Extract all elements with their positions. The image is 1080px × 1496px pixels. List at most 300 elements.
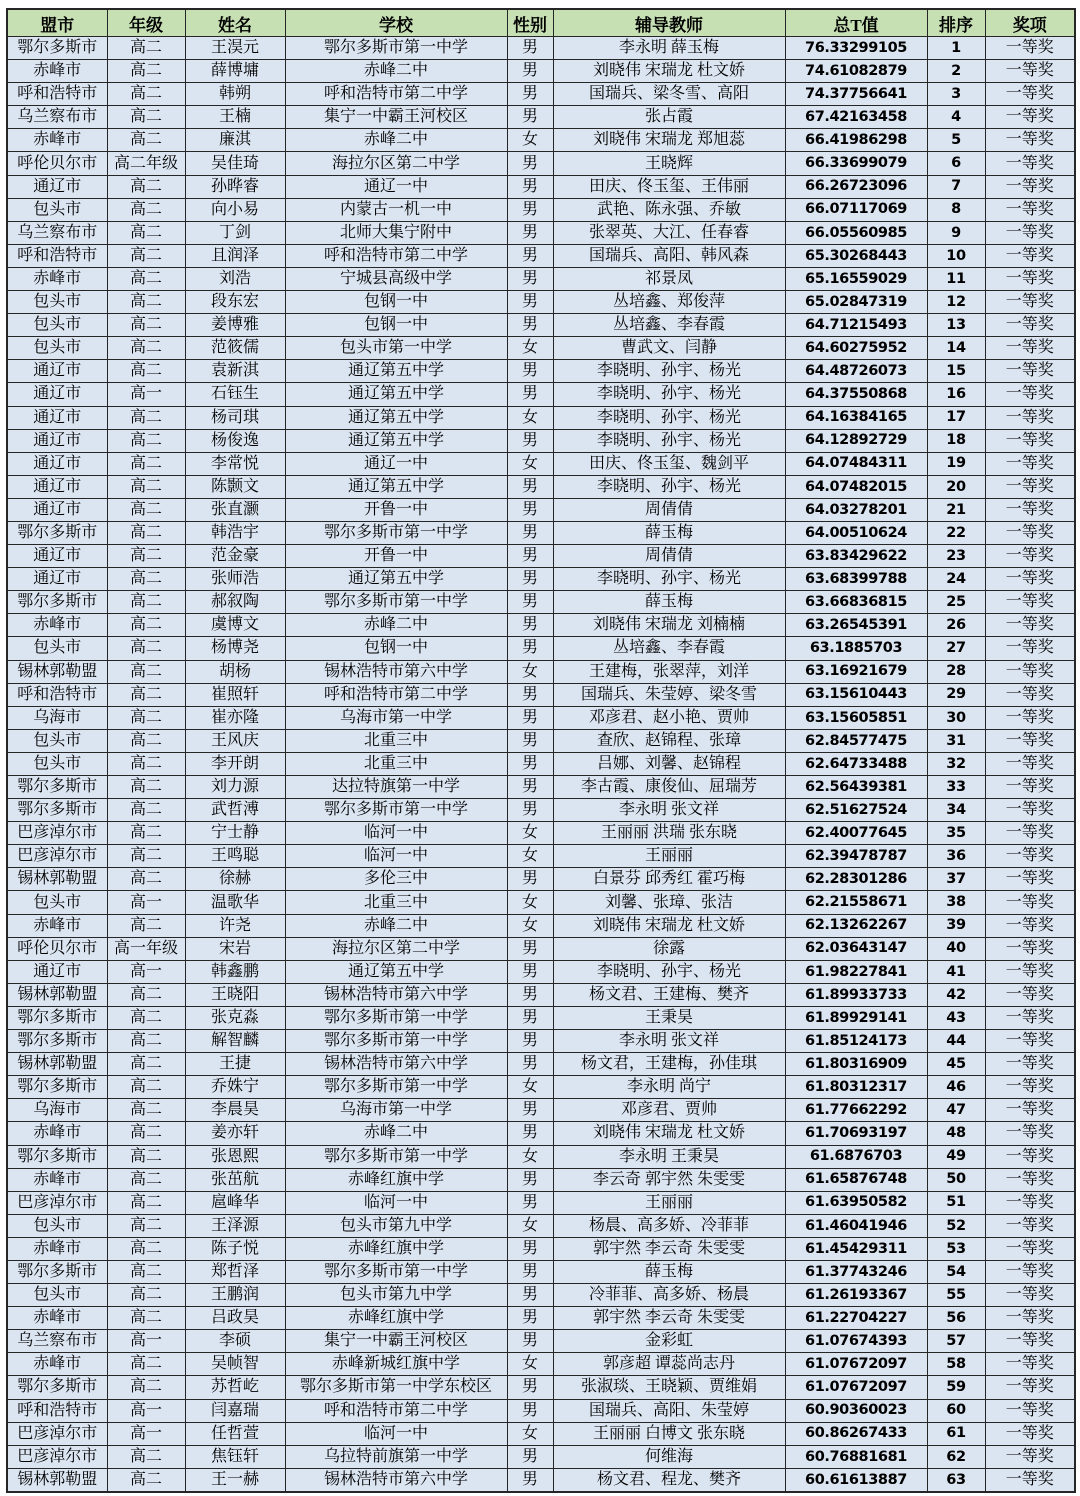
cell-league: 通辽市 bbox=[7, 960, 107, 983]
cell-gender: 男 bbox=[507, 868, 553, 891]
cell-school: 包钢一中 bbox=[285, 314, 507, 337]
cell-grade: 高一 bbox=[107, 891, 185, 914]
cell-school: 通辽第五中学 bbox=[285, 383, 507, 406]
cell-name: 陈颢文 bbox=[185, 475, 285, 498]
col-header-name: 姓名 bbox=[185, 9, 285, 37]
cell-gender: 女 bbox=[507, 1353, 553, 1376]
table-row bbox=[7, 729, 1075, 752]
cell-grade: 高二 bbox=[107, 498, 185, 521]
cell-league: 包头市 bbox=[7, 637, 107, 660]
cell-league: 通辽市 bbox=[7, 452, 107, 475]
table-row bbox=[7, 799, 1075, 822]
cell-school: 呼和浩特市第二中学 bbox=[285, 83, 507, 106]
cell-t-value: 61.07674393 bbox=[785, 1330, 927, 1353]
cell-t-value: 64.03278201 bbox=[785, 498, 927, 521]
cell-rank: 13 bbox=[927, 314, 985, 337]
cell-gender: 女 bbox=[507, 452, 553, 475]
cell-league: 锡林郭勒盟 bbox=[7, 868, 107, 891]
cell-league: 鄂尔多斯市 bbox=[7, 1006, 107, 1029]
cell-rank: 46 bbox=[927, 1076, 985, 1099]
cell-grade: 高二 bbox=[107, 568, 185, 591]
cell-award: 一等奖 bbox=[985, 360, 1075, 383]
cell-award: 一等奖 bbox=[985, 83, 1075, 106]
cell-rank: 60 bbox=[927, 1399, 985, 1422]
table-row bbox=[7, 291, 1075, 314]
cell-name: 袁新淇 bbox=[185, 360, 285, 383]
cell-league: 赤峰市 bbox=[7, 129, 107, 152]
cell-award: 一等奖 bbox=[985, 660, 1075, 683]
cell-gender: 女 bbox=[507, 129, 553, 152]
cell-award: 一等奖 bbox=[985, 683, 1075, 706]
cell-t-value: 64.07484311 bbox=[785, 452, 927, 475]
cell-gender: 女 bbox=[507, 822, 553, 845]
cell-t-value: 63.15610443 bbox=[785, 683, 927, 706]
cell-t-value: 60.76881681 bbox=[785, 1445, 927, 1468]
cell-rank: 8 bbox=[927, 198, 985, 221]
table-row bbox=[7, 198, 1075, 221]
cell-rank: 3 bbox=[927, 83, 985, 106]
cell-name: 任哲萱 bbox=[185, 1422, 285, 1445]
cell-school: 集宁一中霸王河校区 bbox=[285, 106, 507, 129]
cell-name: 李硕 bbox=[185, 1330, 285, 1353]
cell-gender: 女 bbox=[507, 845, 553, 868]
cell-grade: 高二 bbox=[107, 706, 185, 729]
table-row bbox=[7, 1468, 1075, 1492]
cell-gender: 男 bbox=[507, 776, 553, 799]
cell-gender: 女 bbox=[507, 337, 553, 360]
cell-gender: 男 bbox=[507, 175, 553, 198]
cell-school: 包钢一中 bbox=[285, 291, 507, 314]
cell-gender: 男 bbox=[507, 1376, 553, 1399]
cell-teachers: 李永明 薛玉梅 bbox=[553, 37, 785, 60]
cell-t-value: 64.71215493 bbox=[785, 314, 927, 337]
cell-gender: 女 bbox=[507, 406, 553, 429]
cell-league: 鄂尔多斯市 bbox=[7, 1376, 107, 1399]
cell-t-value: 61.07672097 bbox=[785, 1353, 927, 1376]
cell-award: 一等奖 bbox=[985, 60, 1075, 83]
cell-rank: 12 bbox=[927, 291, 985, 314]
cell-grade: 高二 bbox=[107, 1284, 185, 1307]
cell-gender: 男 bbox=[507, 498, 553, 521]
cell-gender: 女 bbox=[507, 660, 553, 683]
cell-t-value: 64.48726073 bbox=[785, 360, 927, 383]
cell-rank: 16 bbox=[927, 383, 985, 406]
table-row bbox=[7, 545, 1075, 568]
cell-grade: 高二 bbox=[107, 429, 185, 452]
table-row bbox=[7, 776, 1075, 799]
cell-rank: 18 bbox=[927, 429, 985, 452]
cell-name: 姜亦轩 bbox=[185, 1122, 285, 1145]
cell-grade: 高二 bbox=[107, 1468, 185, 1492]
cell-league: 鄂尔多斯市 bbox=[7, 1076, 107, 1099]
cell-league: 呼和浩特市 bbox=[7, 1399, 107, 1422]
cell-award: 一等奖 bbox=[985, 1422, 1075, 1445]
cell-league: 鄂尔多斯市 bbox=[7, 1145, 107, 1168]
table-row bbox=[7, 83, 1075, 106]
cell-teachers: 国瑞兵、朱莹婷、梁冬雪 bbox=[553, 683, 785, 706]
award-results-table bbox=[6, 8, 1076, 1493]
col-header-award: 奖项 bbox=[985, 9, 1075, 37]
cell-league: 通辽市 bbox=[7, 475, 107, 498]
cell-league: 呼和浩特市 bbox=[7, 683, 107, 706]
table-row bbox=[7, 1030, 1075, 1053]
cell-gender: 男 bbox=[507, 683, 553, 706]
cell-teachers: 张淑琰、王晓颖、贾维娟 bbox=[553, 1376, 785, 1399]
cell-league: 巴彦淖尔市 bbox=[7, 1445, 107, 1468]
cell-league: 鄂尔多斯市 bbox=[7, 776, 107, 799]
cell-teachers: 周倩倩 bbox=[553, 498, 785, 521]
cell-name: 韩鑫鹏 bbox=[185, 960, 285, 983]
cell-school: 通辽第五中学 bbox=[285, 429, 507, 452]
cell-league: 锡林郭勒盟 bbox=[7, 1468, 107, 1492]
cell-grade: 高二 bbox=[107, 1353, 185, 1376]
cell-name: 范金豪 bbox=[185, 545, 285, 568]
cell-school: 通辽一中 bbox=[285, 452, 507, 475]
cell-school: 赤峰二中 bbox=[285, 129, 507, 152]
cell-award: 一等奖 bbox=[985, 568, 1075, 591]
table-row bbox=[7, 106, 1075, 129]
cell-grade: 高二 bbox=[107, 983, 185, 1006]
cell-rank: 56 bbox=[927, 1307, 985, 1330]
table-row bbox=[7, 937, 1075, 960]
cell-award: 一等奖 bbox=[985, 614, 1075, 637]
cell-award: 一等奖 bbox=[985, 1214, 1075, 1237]
cell-grade: 高二 bbox=[107, 452, 185, 475]
cell-t-value: 60.90360023 bbox=[785, 1399, 927, 1422]
cell-school: 鄂尔多斯市第一中学东校区 bbox=[285, 1376, 507, 1399]
cell-league: 赤峰市 bbox=[7, 1237, 107, 1260]
cell-league: 乌海市 bbox=[7, 1099, 107, 1122]
cell-rank: 7 bbox=[927, 175, 985, 198]
cell-teachers: 曹武文、闫静 bbox=[553, 337, 785, 360]
col-header-grade: 年级 bbox=[107, 9, 185, 37]
cell-award: 一等奖 bbox=[985, 1330, 1075, 1353]
cell-grade: 高二 bbox=[107, 60, 185, 83]
cell-teachers: 李晓明、孙宇、杨光 bbox=[553, 568, 785, 591]
cell-rank: 6 bbox=[927, 152, 985, 175]
cell-league: 呼和浩特市 bbox=[7, 83, 107, 106]
cell-award: 一等奖 bbox=[985, 221, 1075, 244]
cell-league: 通辽市 bbox=[7, 175, 107, 198]
table-row bbox=[7, 660, 1075, 683]
cell-school: 海拉尔区第二中学 bbox=[285, 937, 507, 960]
cell-league: 呼和浩特市 bbox=[7, 244, 107, 267]
cell-league: 锡林郭勒盟 bbox=[7, 660, 107, 683]
table-row bbox=[7, 1353, 1075, 1376]
cell-school: 鄂尔多斯市第一中学 bbox=[285, 1076, 507, 1099]
cell-school: 宁城县高级中学 bbox=[285, 267, 507, 290]
cell-grade: 高二 bbox=[107, 83, 185, 106]
cell-teachers: 白景芬 邱秀红 霍巧梅 bbox=[553, 868, 785, 891]
cell-t-value: 62.40077645 bbox=[785, 822, 927, 845]
header-row bbox=[7, 9, 1075, 37]
cell-name: 温歌华 bbox=[185, 891, 285, 914]
cell-t-value: 74.61082879 bbox=[785, 60, 927, 83]
cell-teachers: 周倩倩 bbox=[553, 545, 785, 568]
cell-school: 开鲁一中 bbox=[285, 545, 507, 568]
cell-league: 通辽市 bbox=[7, 545, 107, 568]
cell-league: 锡林郭勒盟 bbox=[7, 983, 107, 1006]
cell-grade: 高二 bbox=[107, 1030, 185, 1053]
cell-t-value: 62.84577475 bbox=[785, 729, 927, 752]
table-row bbox=[7, 475, 1075, 498]
cell-teachers: 丛培鑫、郑俊萍 bbox=[553, 291, 785, 314]
cell-award: 一等奖 bbox=[985, 845, 1075, 868]
cell-grade: 高一 bbox=[107, 383, 185, 406]
cell-gender: 男 bbox=[507, 1030, 553, 1053]
cell-teachers: 郭彦超 谭蕊尚志丹 bbox=[553, 1353, 785, 1376]
cell-school: 临河一中 bbox=[285, 822, 507, 845]
cell-school: 包头市第九中学 bbox=[285, 1214, 507, 1237]
cell-name: 刘力源 bbox=[185, 776, 285, 799]
cell-league: 鄂尔多斯市 bbox=[7, 37, 107, 60]
cell-award: 一等奖 bbox=[985, 799, 1075, 822]
cell-gender: 男 bbox=[507, 1307, 553, 1330]
cell-grade: 高二 bbox=[107, 591, 185, 614]
table-row bbox=[7, 60, 1075, 83]
cell-gender: 男 bbox=[507, 983, 553, 1006]
cell-gender: 男 bbox=[507, 360, 553, 383]
cell-name: 孙晔睿 bbox=[185, 175, 285, 198]
cell-league: 鄂尔多斯市 bbox=[7, 1030, 107, 1053]
cell-teachers: 郭宇然 李云奇 朱雯雯 bbox=[553, 1237, 785, 1260]
cell-name: 陈子悦 bbox=[185, 1237, 285, 1260]
cell-school: 锡林浩特市第六中学 bbox=[285, 660, 507, 683]
cell-award: 一等奖 bbox=[985, 1445, 1075, 1468]
col-header-rank: 排序 bbox=[927, 9, 985, 37]
table-row bbox=[7, 1260, 1075, 1283]
cell-rank: 38 bbox=[927, 891, 985, 914]
col-header-school: 学校 bbox=[285, 9, 507, 37]
col-header-league: 盟市 bbox=[7, 9, 107, 37]
cell-teachers: 刘晓伟 宋瑞龙 杜文娇 bbox=[553, 914, 785, 937]
cell-award: 一等奖 bbox=[985, 1353, 1075, 1376]
cell-grade: 高二 bbox=[107, 822, 185, 845]
cell-award: 一等奖 bbox=[985, 291, 1075, 314]
cell-award: 一等奖 bbox=[985, 429, 1075, 452]
cell-grade: 高二 bbox=[107, 291, 185, 314]
cell-teachers: 田庆、佟玉玺、魏剑平 bbox=[553, 452, 785, 475]
cell-award: 一等奖 bbox=[985, 198, 1075, 221]
cell-gender: 男 bbox=[507, 475, 553, 498]
table-row bbox=[7, 706, 1075, 729]
cell-school: 鄂尔多斯市第一中学 bbox=[285, 1145, 507, 1168]
cell-teachers: 刘晓伟 宋瑞龙 杜文娇 bbox=[553, 1122, 785, 1145]
cell-league: 赤峰市 bbox=[7, 1307, 107, 1330]
cell-teachers: 李晓明、孙宇、杨光 bbox=[553, 475, 785, 498]
cell-name: 杨俊逸 bbox=[185, 429, 285, 452]
cell-name: 乔姝宁 bbox=[185, 1076, 285, 1099]
col-header-teachers: 辅导教师 bbox=[553, 9, 785, 37]
table-row bbox=[7, 614, 1075, 637]
cell-award: 一等奖 bbox=[985, 129, 1075, 152]
cell-teachers: 查欣、赵锦程、张璋 bbox=[553, 729, 785, 752]
cell-teachers: 丛培鑫、李春霞 bbox=[553, 314, 785, 337]
cell-rank: 59 bbox=[927, 1376, 985, 1399]
cell-grade: 高二 bbox=[107, 267, 185, 290]
cell-name: 王风庆 bbox=[185, 729, 285, 752]
cell-league: 包头市 bbox=[7, 337, 107, 360]
cell-school: 赤峰二中 bbox=[285, 1122, 507, 1145]
cell-rank: 33 bbox=[927, 776, 985, 799]
cell-school: 内蒙古一机一中 bbox=[285, 198, 507, 221]
cell-award: 一等奖 bbox=[985, 244, 1075, 267]
cell-grade: 高二 bbox=[107, 406, 185, 429]
cell-award: 一等奖 bbox=[985, 1122, 1075, 1145]
cell-school: 鄂尔多斯市第一中学 bbox=[285, 1030, 507, 1053]
cell-gender: 男 bbox=[507, 1006, 553, 1029]
cell-grade: 高二 bbox=[107, 521, 185, 544]
cell-teachers: 刘晓伟 宋瑞龙 刘楠楠 bbox=[553, 614, 785, 637]
cell-t-value: 62.03643147 bbox=[785, 937, 927, 960]
cell-gender: 男 bbox=[507, 291, 553, 314]
table-row bbox=[7, 406, 1075, 429]
cell-grade: 高二 bbox=[107, 776, 185, 799]
cell-rank: 57 bbox=[927, 1330, 985, 1353]
cell-t-value: 61.45429311 bbox=[785, 1237, 927, 1260]
cell-grade: 高二 bbox=[107, 475, 185, 498]
cell-t-value: 64.12892729 bbox=[785, 429, 927, 452]
table-row bbox=[7, 752, 1075, 775]
cell-name: 张直灏 bbox=[185, 498, 285, 521]
cell-teachers: 李永明 王秉昊 bbox=[553, 1145, 785, 1168]
cell-name: 韩朔 bbox=[185, 83, 285, 106]
cell-school: 通辽第五中学 bbox=[285, 475, 507, 498]
cell-teachers: 郭宇然 李云奇 朱雯雯 bbox=[553, 1307, 785, 1330]
cell-teachers: 王晓辉 bbox=[553, 152, 785, 175]
cell-name: 焦钰轩 bbox=[185, 1445, 285, 1468]
cell-teachers: 杨文君，王建梅，孙佳琪 bbox=[553, 1053, 785, 1076]
table-row bbox=[7, 152, 1075, 175]
cell-school: 呼和浩特市第二中学 bbox=[285, 1399, 507, 1422]
cell-school: 临河一中 bbox=[285, 845, 507, 868]
table-row bbox=[7, 498, 1075, 521]
cell-name: 张恩熙 bbox=[185, 1145, 285, 1168]
cell-league: 通辽市 bbox=[7, 406, 107, 429]
cell-name: 韩浩宇 bbox=[185, 521, 285, 544]
cell-gender: 男 bbox=[507, 383, 553, 406]
cell-award: 一等奖 bbox=[985, 1468, 1075, 1492]
cell-league: 锡林郭勒盟 bbox=[7, 1053, 107, 1076]
cell-t-value: 61.77662292 bbox=[785, 1099, 927, 1122]
table-row bbox=[7, 568, 1075, 591]
cell-school: 集宁一中霸王河校区 bbox=[285, 1330, 507, 1353]
cell-school: 多伦三中 bbox=[285, 868, 507, 891]
cell-school: 锡林浩特市第六中学 bbox=[285, 983, 507, 1006]
cell-award: 一等奖 bbox=[985, 1284, 1075, 1307]
cell-school: 北重三中 bbox=[285, 752, 507, 775]
cell-rank: 4 bbox=[927, 106, 985, 129]
cell-award: 一等奖 bbox=[985, 868, 1075, 891]
cell-grade: 高二 bbox=[107, 637, 185, 660]
cell-rank: 40 bbox=[927, 937, 985, 960]
cell-school: 北重三中 bbox=[285, 729, 507, 752]
cell-grade: 高二 bbox=[107, 1260, 185, 1283]
table-row bbox=[7, 129, 1075, 152]
cell-t-value: 61.89929141 bbox=[785, 1006, 927, 1029]
cell-school: 临河一中 bbox=[285, 1422, 507, 1445]
cell-teachers: 李晓明、孙宇、杨光 bbox=[553, 960, 785, 983]
cell-gender: 男 bbox=[507, 37, 553, 60]
cell-grade: 高二 bbox=[107, 845, 185, 868]
cell-rank: 34 bbox=[927, 799, 985, 822]
cell-t-value: 61.07672097 bbox=[785, 1376, 927, 1399]
cell-t-value: 66.26723096 bbox=[785, 175, 927, 198]
cell-name: 张师浩 bbox=[185, 568, 285, 591]
cell-grade: 高二 bbox=[107, 799, 185, 822]
cell-name: 武哲溥 bbox=[185, 799, 285, 822]
cell-school: 赤峰二中 bbox=[285, 614, 507, 637]
cell-name: 扈峰华 bbox=[185, 1191, 285, 1214]
cell-award: 一等奖 bbox=[985, 937, 1075, 960]
cell-rank: 22 bbox=[927, 521, 985, 544]
cell-award: 一等奖 bbox=[985, 314, 1075, 337]
cell-rank: 26 bbox=[927, 614, 985, 637]
cell-grade: 高二 bbox=[107, 1376, 185, 1399]
cell-grade: 高二 bbox=[107, 221, 185, 244]
cell-rank: 9 bbox=[927, 221, 985, 244]
cell-grade: 高二 bbox=[107, 360, 185, 383]
cell-gender: 男 bbox=[507, 429, 553, 452]
cell-league: 乌兰察布市 bbox=[7, 1330, 107, 1353]
cell-t-value: 66.33699079 bbox=[785, 152, 927, 175]
cell-award: 一等奖 bbox=[985, 822, 1075, 845]
cell-name: 向小易 bbox=[185, 198, 285, 221]
cell-gender: 男 bbox=[507, 314, 553, 337]
cell-name: 苏哲屹 bbox=[185, 1376, 285, 1399]
cell-rank: 1 bbox=[927, 37, 985, 60]
cell-rank: 42 bbox=[927, 983, 985, 1006]
cell-rank: 47 bbox=[927, 1099, 985, 1122]
cell-rank: 31 bbox=[927, 729, 985, 752]
cell-name: 王泽源 bbox=[185, 1214, 285, 1237]
cell-grade: 高二 bbox=[107, 1122, 185, 1145]
cell-league: 巴彦淖尔市 bbox=[7, 1191, 107, 1214]
cell-league: 包头市 bbox=[7, 198, 107, 221]
cell-gender: 男 bbox=[507, 937, 553, 960]
cell-gender: 男 bbox=[507, 267, 553, 290]
cell-gender: 男 bbox=[507, 1445, 553, 1468]
cell-t-value: 76.33299105 bbox=[785, 37, 927, 60]
cell-teachers: 王丽丽 洪瑞 张东晓 bbox=[553, 822, 785, 845]
cell-grade: 高二 bbox=[107, 1168, 185, 1191]
cell-league: 通辽市 bbox=[7, 360, 107, 383]
cell-teachers: 李云奇 郭宇然 朱雯雯 bbox=[553, 1168, 785, 1191]
cell-gender: 男 bbox=[507, 1237, 553, 1260]
cell-gender: 男 bbox=[507, 106, 553, 129]
cell-gender: 男 bbox=[507, 960, 553, 983]
cell-gender: 男 bbox=[507, 614, 553, 637]
table-row bbox=[7, 1076, 1075, 1099]
cell-name: 王捷 bbox=[185, 1053, 285, 1076]
table-row bbox=[7, 868, 1075, 891]
cell-name: 且润泽 bbox=[185, 244, 285, 267]
cell-rank: 5 bbox=[927, 129, 985, 152]
table-row bbox=[7, 845, 1075, 868]
table-row bbox=[7, 1399, 1075, 1422]
table-row bbox=[7, 1145, 1075, 1168]
cell-t-value: 62.56439381 bbox=[785, 776, 927, 799]
table-body bbox=[7, 37, 1075, 1492]
cell-name: 许尧 bbox=[185, 914, 285, 937]
cell-name: 宋岩 bbox=[185, 937, 285, 960]
table-row bbox=[7, 683, 1075, 706]
cell-school: 锡林浩特市第六中学 bbox=[285, 1053, 507, 1076]
cell-rank: 25 bbox=[927, 591, 985, 614]
cell-name: 王一赫 bbox=[185, 1468, 285, 1492]
cell-grade: 高二 bbox=[107, 314, 185, 337]
table-row bbox=[7, 983, 1075, 1006]
